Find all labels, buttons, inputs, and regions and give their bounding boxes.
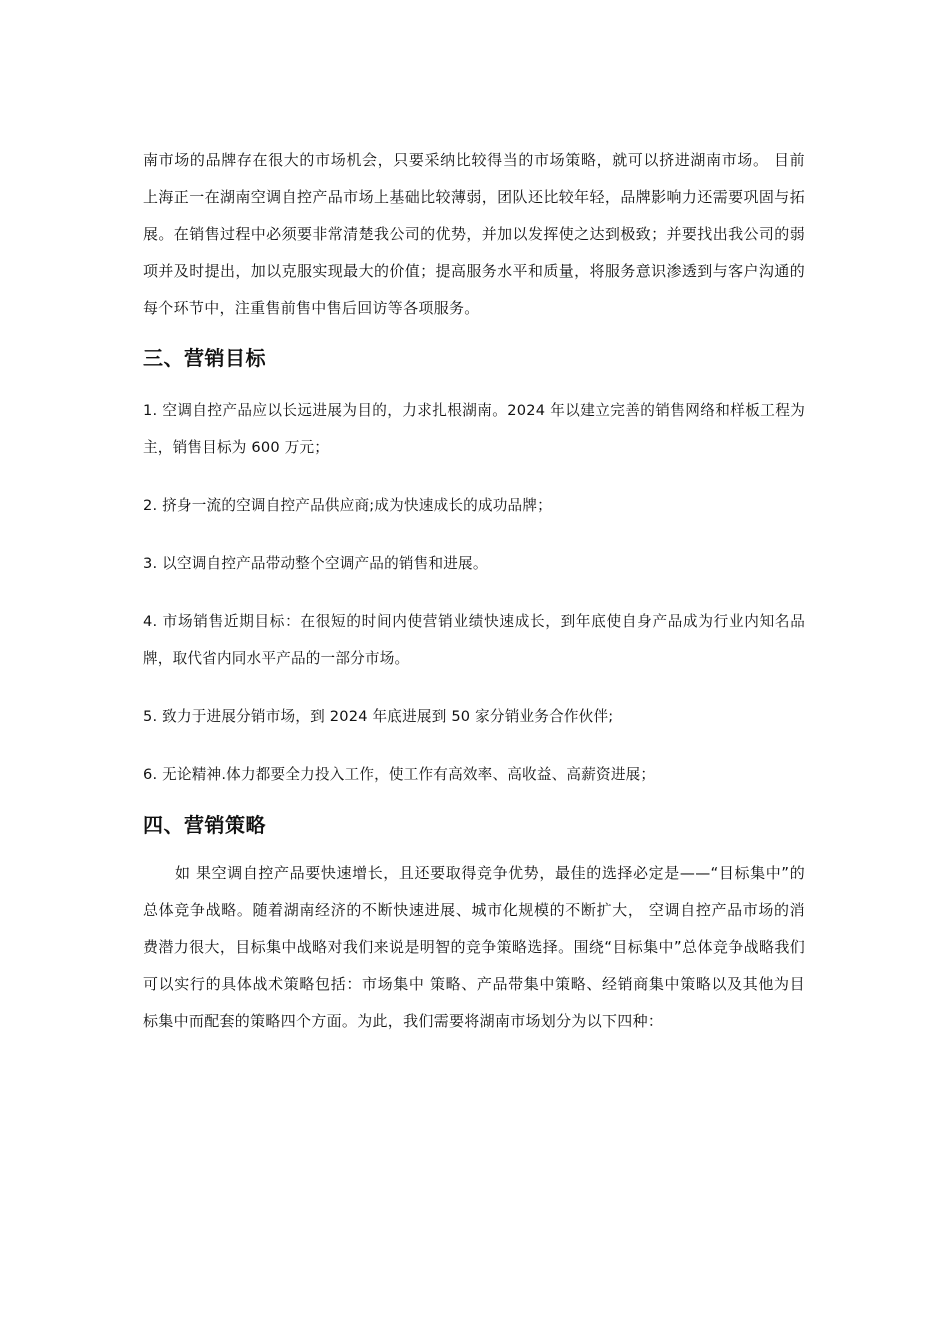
section-heading-marketing-strategy: 四、营销策略 xyxy=(143,813,266,837)
document-body xyxy=(143,142,805,1040)
strategy-paragraph: 如 果空调自控产品要快速增长，且还要取得竞争优势，最佳的选择必定是——“目标集中”的总体竞争战略。随着湖南经济的不断快速进展、城市化规模的不断扩大， 空调自控产品市场的消费潜力很大，目标集中战略对我们来说是明智的竞争策略选择。围绕“目标集中”总体竞争战略我们可以实行的具体战术策略包括：市场集中 策略、产品带集中策略、经销商集中策略以及其他为目标集中而配套的策略四个方面。为此，我们需要将湖南市场划分为以下四种： xyxy=(143,864,805,1030)
intro-paragraph: 南市场的品牌存在很大的市场机会，只要采纳比较得当的市场策略，就可以挤进湖南市场。 目前上海正一在湖南空调自控产品市场上基础比较薄弱，团队还比较年轻，品牌影响力还需要巩固与拓展。在销售过程中必须要非常清楚我公司的优势，并加以发挥使之达到极致；并要找出我公司的弱项并及时提出，加以克服实现最大的价值；提高服务水平和质量，将服务意识渗透到与客户沟通的每个环节中，注重售前售中售后回访等各项服务。 xyxy=(143,151,805,317)
goal-item: 5. 致力于进展分销市场，到 2024 年底进展到 50 家分销业务合作伙伴; xyxy=(143,708,614,725)
goal-item: 1. 空调自控产品应以长远进展为目的，力求扎根湖南。2024 年以建立完善的销售网络和样板工程为主，销售目标为 600 万元； xyxy=(143,402,805,456)
goal-item: 4. 市场销售近期目标：在很短的时间内使营销业绩快速成长，到年底使自身产品成为行业内知名品牌，取代省内同水平产品的一部分市场。 xyxy=(143,613,805,667)
goal-item: 2. 挤身一流的空调自控产品供应商;成为快速成长的成功品牌； xyxy=(143,497,552,514)
marketing-goals-list xyxy=(143,392,805,793)
goal-item: 3. 以空调自控产品带动整个空调产品的销售和进展。 xyxy=(143,555,488,572)
goal-item: 6. 无论精神.体力都要全力投入工作，使工作有高效率、高收益、高薪资进展； xyxy=(143,766,656,783)
section-heading-marketing-goals: 三、营销目标 xyxy=(143,346,266,370)
